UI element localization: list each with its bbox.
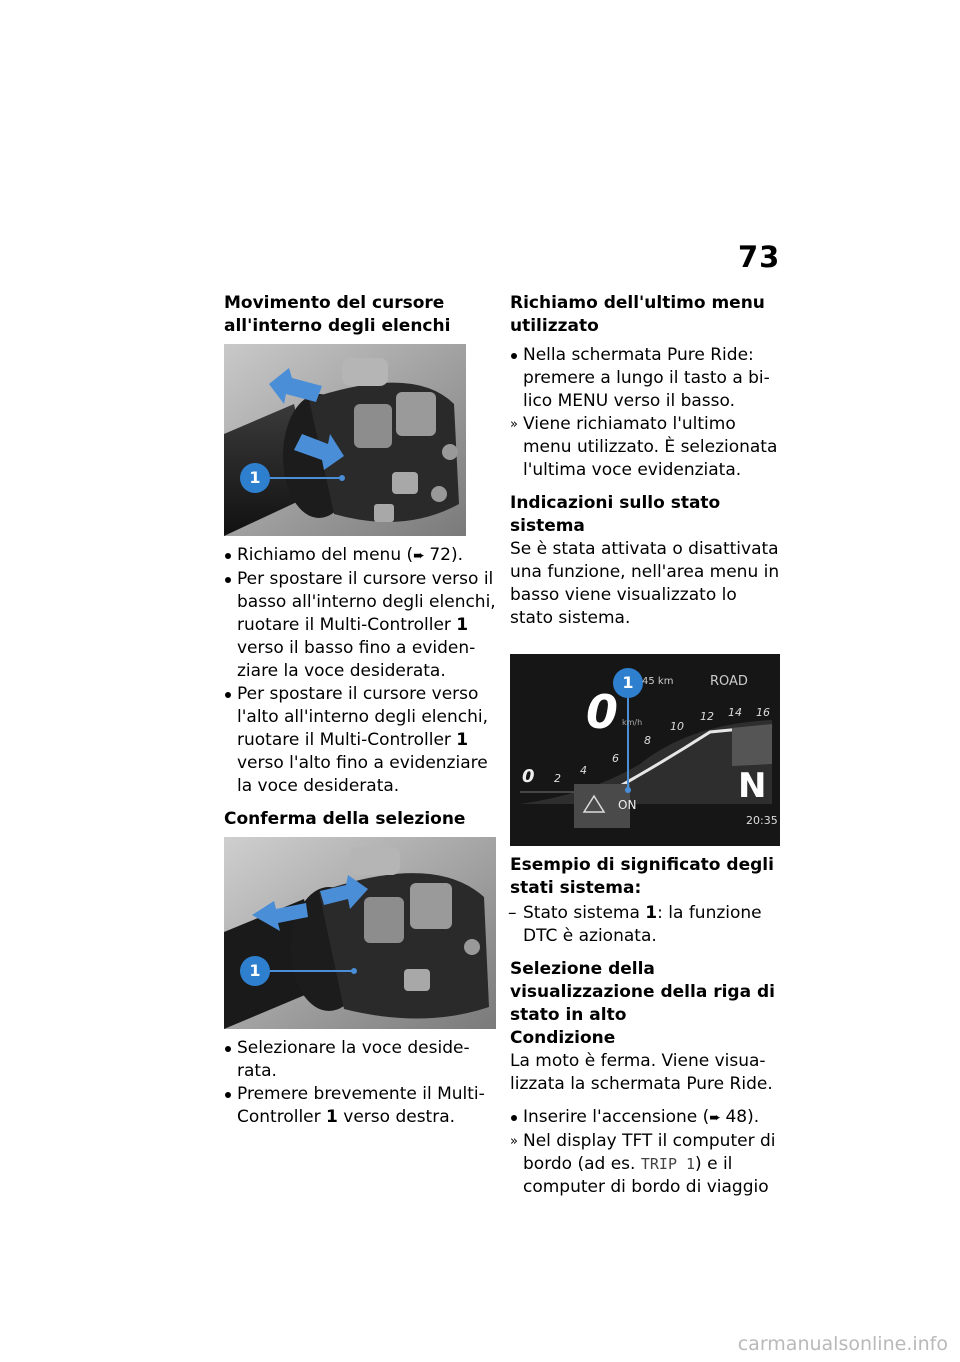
rpm-tick: 2 (554, 772, 561, 785)
bullet-text: Selezionare la voce deside-rata. (237, 1038, 470, 1081)
callout-1: 1 (240, 463, 270, 493)
rpm-tick: 12 (700, 710, 714, 723)
bullet-text: Richiamo del menu ( (237, 545, 414, 565)
bullet-icon (225, 1046, 231, 1052)
figure-multi-controller-push (224, 837, 496, 1029)
rpm-tick: 8 (644, 734, 651, 747)
result-text: Nel display TFT il computer di bordo (ad es. (523, 1131, 776, 1174)
result-tft-display (510, 1130, 782, 1199)
callout-1: 1 (613, 668, 643, 698)
watermark: carmanualsonline.info (737, 1333, 948, 1355)
display-code: TRIP 1 (640, 1155, 696, 1173)
callout-ref: 1 (456, 730, 469, 750)
status-on: ON (618, 798, 637, 812)
item-text-end: : la funzione DTC è azionata. (523, 903, 762, 946)
riding-mode: ROAD (710, 674, 748, 689)
section-title-status-line: Selezione della visualizzazione della riga di stato in alto (510, 959, 775, 1025)
result-text: Viene richiamato l'ultimo menu utilizzato. È selezionata l'ultima voce evidenziata. (523, 414, 778, 480)
bullet-cursor-down (224, 568, 496, 683)
bullet-icon (511, 1115, 517, 1121)
bullet-text: Inserire l'accensione ( (523, 1107, 710, 1127)
bullet-text-end: ). (450, 545, 464, 565)
section-title-last-menu: Richiamo dell'ultimo menu utilizzato (510, 293, 765, 336)
page-ref[interactable]: 48 (725, 1107, 748, 1127)
dash-item-status (510, 902, 782, 948)
result-arrow-icon: » (510, 1134, 518, 1149)
condition-text: La moto è ferma. Viene visua-lizzata la schermata Pure Ride. (510, 1051, 773, 1094)
left-column (224, 292, 496, 1129)
section-title-cursor-movement: Movimento del cursore all'interno degli elenchi (224, 293, 451, 336)
page-ref-arrow-icon: ➨ (709, 1110, 726, 1126)
bullet-text: Per spostare il cursore verso il basso all'interno degli elenchi, ruotare il Multi-Controller (237, 569, 496, 635)
bullet-menu-call (224, 544, 496, 568)
bullet-text: Nella schermata Pure Ride: premere a lungo il tasto a bi-lico MENU verso il basso. (523, 345, 770, 411)
bullet-cursor-up (224, 683, 496, 798)
condition-title: Condizione (510, 1028, 616, 1048)
page-number: 73 (738, 240, 781, 274)
bullet-icon (511, 353, 517, 359)
bullet-press-controller (224, 1083, 496, 1129)
bullet-icon (225, 577, 231, 583)
page-ref[interactable]: 72 (429, 545, 451, 565)
result-arrow-icon: » (510, 417, 518, 432)
page-ref-arrow-icon: ➨ (413, 548, 430, 564)
bullet-text: Premere brevemente il Multi-Controller (237, 1084, 485, 1127)
right-column (510, 292, 782, 1199)
odometer: 45 km (642, 676, 674, 687)
bullet-icon (225, 1092, 231, 1098)
clock: 20:35 (746, 814, 778, 827)
callout-1: 1 (240, 956, 270, 986)
section-title-status-example: Esempio di significato degli stati sistema: (510, 855, 774, 898)
bullet-select-item (224, 1037, 496, 1083)
bullet-icon (225, 692, 231, 698)
handlebar-illustration (224, 344, 466, 536)
bullet-icon (225, 553, 231, 559)
speed-unit: km/h (622, 718, 643, 727)
bullet-text-end: ). (747, 1107, 760, 1127)
rpm-tick: 6 (612, 752, 619, 765)
gear-indicator: N (738, 766, 767, 806)
rpm-tick: 16 (756, 706, 770, 719)
bullet-text-end: verso l'alto fino a evidenziare la voce desiderata. (237, 753, 488, 796)
bullet-text: Per spostare il cursore verso l'alto all'interno degli elenchi, ruotare il Multi-Controller (237, 684, 488, 750)
dash-marker-icon: – (508, 903, 517, 923)
rpm-tick: 14 (728, 706, 742, 719)
callout-ref: 1 (326, 1107, 338, 1127)
bullet-ignition (510, 1106, 782, 1130)
bullet-pure-ride (510, 344, 782, 413)
bullet-text-end: verso destra. (337, 1107, 456, 1127)
rpm-tick: 4 (580, 764, 587, 777)
section-title-confirm: Conferma della selezione (224, 809, 466, 829)
callout-ref: 1 (645, 903, 658, 923)
callout-ref: 1 (456, 615, 469, 635)
rpm-tick: 0 (522, 766, 535, 787)
figure-tft-dashboard (510, 654, 780, 846)
handlebar-illustration-2 (224, 837, 496, 1029)
speed-value: 0 (586, 685, 619, 739)
result-text-end: ) e il computer di bordo di viaggio (523, 1154, 769, 1197)
item-text: Stato sistema (523, 903, 646, 923)
figure-multi-controller-rotate (224, 344, 466, 536)
bullet-text-end: verso il basso fino a eviden-ziare la voce desiderata. (237, 638, 476, 681)
system-status-text: Se è stata attivata o disattivata una funzione, nell'area menu in basso viene visualizzato lo stato sistema. (510, 539, 780, 628)
section-title-system-status: Indicazioni sullo stato sistema (510, 493, 721, 536)
rpm-tick: 10 (670, 720, 684, 733)
result-last-menu (510, 413, 782, 482)
